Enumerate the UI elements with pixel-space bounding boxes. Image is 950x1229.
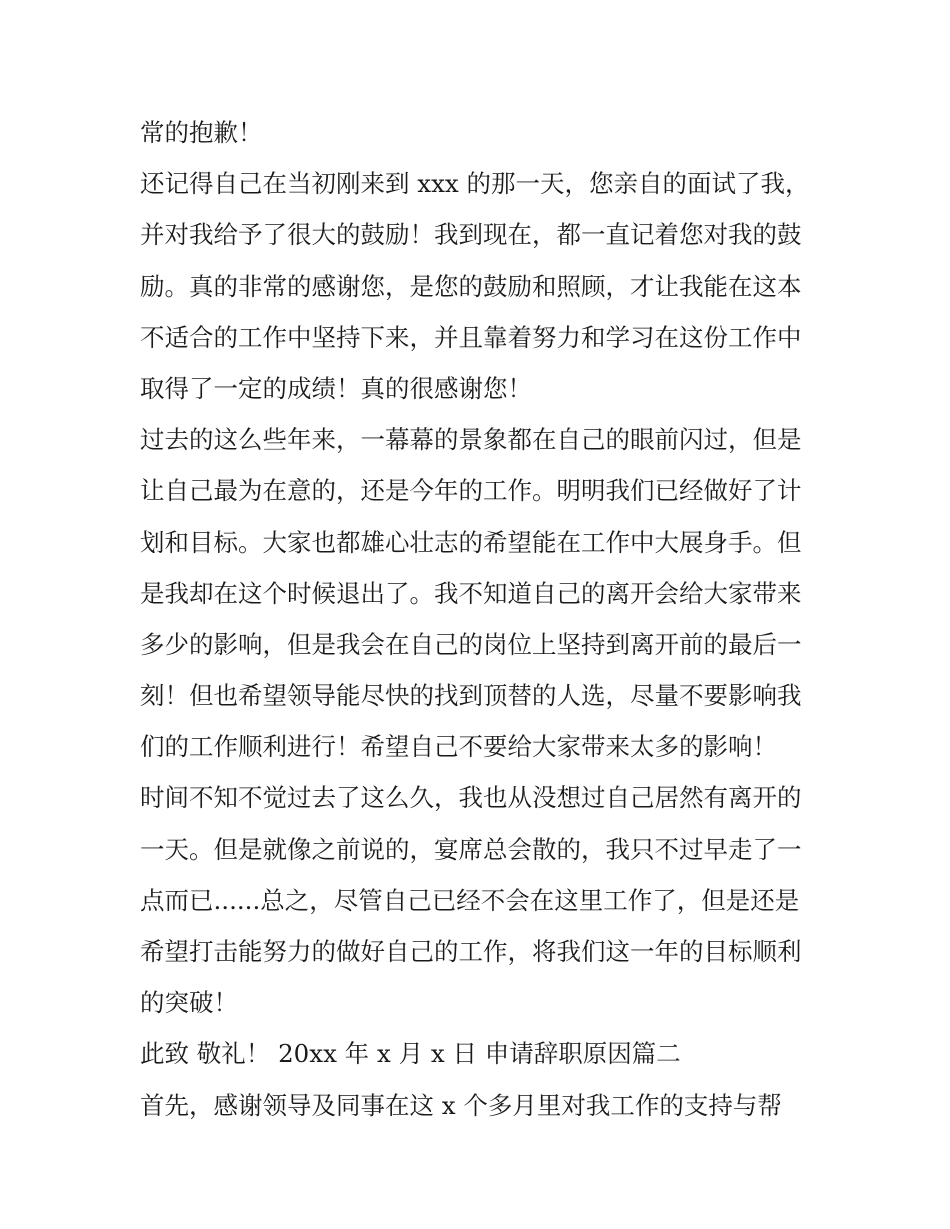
text-line: 常的抱歉！ (140, 118, 263, 147)
text-line: 刻！但也希望领导能尽快的找到顶替的人选，尽量不要影响我 (140, 681, 802, 711)
text-line: 一天。但是就像之前说的，宴席总会散的，我只不过早走了一 (140, 834, 802, 864)
text-line: 还记得自己在当初刚来到 xxx 的那一天，您亲自的面试了我， (140, 169, 810, 199)
text-line: 励。真的非常的感谢您，是您的鼓励和照顾，才让我能在这本 (140, 271, 802, 301)
text-line: 取得了一定的成绩！真的很感谢您！ (140, 373, 532, 403)
text-line: 划和目标。大家也都雄心壮志的希望能在工作中大展身手。但 (140, 527, 802, 557)
text-line: 首先，感谢领导及同事在这 x 个多月里对我工作的支持与帮 (140, 1090, 782, 1120)
text-line: 不适合的工作中坚持下来，并且靠着努力和学习在这份工作中 (140, 322, 802, 352)
text-line: 并对我给予了很大的鼓励！我到现在，都一直记着您对我的鼓 (140, 220, 802, 250)
text-line: 让自己最为在意的，还是今年的工作。明明我们已经做好了计 (140, 476, 802, 506)
text-line: 时间不知不觉过去了这么久，我也从没想过自己居然有离开的 (140, 783, 802, 813)
text-line: 们的工作顺利进行！希望自己不要给大家带来太多的影响！ (140, 732, 777, 762)
text-line: 的突破！ (140, 988, 238, 1018)
text-line: 过去的这么些年来，一幕幕的景象都在自己的眼前闪过，但是 (140, 425, 802, 455)
text-line: 此致 敬礼！ 20xx 年 x 月 x 日 申请辞职原因篇二 (140, 1039, 681, 1069)
text-line: 点而已......总之，尽管自己已经不会在这里工作了，但是还是 (140, 885, 800, 915)
text-line: 是我却在这个时候退出了。我不知道自己的离开会给大家带来 (140, 578, 802, 608)
text-line: 多少的影响，但是我会在自己的岗位上坚持到离开前的最后一 (140, 629, 802, 659)
text-line: 希望打击能努力的做好自己的工作，将我们这一年的目标顺利 (140, 937, 802, 966)
letter-body (140, 107, 820, 1131)
